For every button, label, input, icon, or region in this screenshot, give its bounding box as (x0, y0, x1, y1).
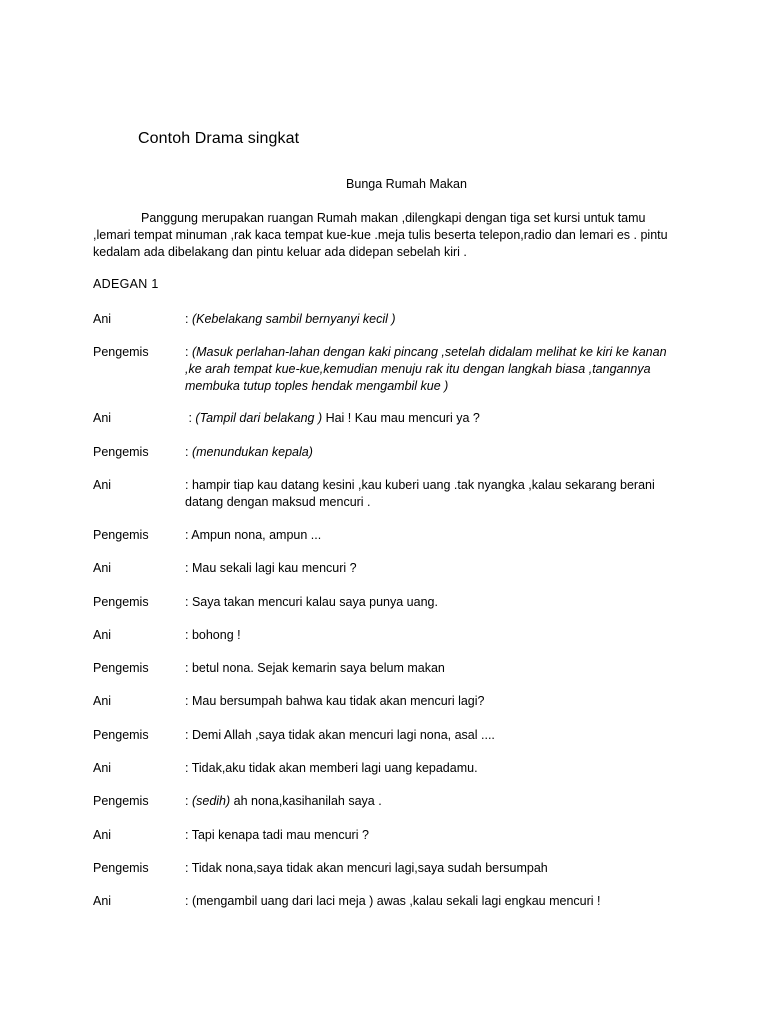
dialogue-text: Mau sekali lagi kau mencuri ? (191, 561, 357, 575)
speaker-name: Pengemis (93, 445, 149, 459)
speech-text (185, 560, 685, 577)
dialogue-text: Tidak nona,saya tidak akan mencuri lagi,saya sudah bersumpah (191, 861, 548, 875)
speech-text (185, 760, 685, 777)
speech-colon: : (185, 728, 192, 742)
speech-colon: : (185, 694, 192, 708)
speech-colon: : (185, 828, 192, 842)
speaker-name: Ani (93, 628, 112, 642)
speech-text (185, 660, 685, 677)
dialogue-text: betul nona. Sejak kemarin saya belum makan (191, 661, 445, 675)
speaker-name: Ani (93, 894, 112, 908)
speech-text (185, 693, 685, 710)
speaker-name: Ani (93, 312, 112, 326)
dialogue-text: (mengambil uang dari laci meja ) awas ,kalau sekali lagi engkau mencuri ! (191, 894, 601, 908)
speaker-name: Ani (93, 561, 112, 575)
speech-text (185, 793, 685, 810)
scene-heading: ADEGAN 1 (93, 277, 159, 291)
speech-text (185, 410, 685, 427)
speaker-name: Ani (93, 694, 112, 708)
drama-title: Bunga Rumah Makan (346, 177, 467, 191)
speech-colon: : (185, 312, 192, 326)
stage-direction: (sedih) (191, 794, 231, 808)
speech-colon: : (185, 345, 192, 359)
speech-colon: : (185, 595, 192, 609)
speaker-name: Ani (93, 761, 112, 775)
speaker-name: Pengemis (93, 661, 149, 675)
speaker-name: Ani (93, 828, 112, 842)
speech-text (185, 444, 685, 461)
intro-paragraph (93, 210, 683, 261)
speech-text (185, 893, 685, 910)
speaker-name: Ani (93, 478, 112, 492)
document-title: Contoh Drama singkat (138, 130, 300, 147)
speaker-name: Pengemis (93, 794, 149, 808)
dialogue-text: bohong ! (191, 628, 241, 642)
intro-text: Panggung merupakan ruangan Rumah makan ,dilengkapi dengan tiga set kursi untuk tamu ,lemari tempat minuman ,rak kaca tempat kue-kue .meja tulis beserta telepon,radio dan lemari es . pintu kedalam ada dibelakang dan pintu keluar ada didepan sebelah kiri . (93, 211, 668, 259)
speech-text (185, 344, 685, 395)
speaker-name: Pengemis (93, 595, 149, 609)
dialogue-text: Tidak,aku tidak akan memberi lagi uang kepadamu. (191, 761, 478, 775)
stage-direction: (Masuk perlahan-lahan dengan kaki pincang ,setelah didalam melihat ke kiri ke kanan ,ke arah tempat kue-kue,kemudian menuju rak itu dengan langkah biasa ,tangannya membuka tutup toples hendak mengambil kue ) (185, 345, 667, 393)
speech-colon: : (185, 861, 192, 875)
stage-direction: (Kebelakang sambil bernyanyi kecil ) (191, 312, 396, 326)
speech-colon: : (185, 894, 192, 908)
speech-text (185, 594, 685, 611)
speech-colon: : (185, 761, 192, 775)
speaker-name: Ani (93, 411, 112, 425)
speech-colon: : (185, 661, 192, 675)
speaker-name: Pengemis (93, 728, 149, 742)
speech-colon: : (185, 528, 192, 542)
speech-colon: : (185, 411, 196, 425)
dialogue-text: Saya takan mencuri kalau saya punya uang. (191, 595, 438, 609)
speech-text (185, 627, 685, 644)
speech-text (185, 827, 685, 844)
dialogue-text: hampir tiap kau datang kesini ,kau kuberi uang .tak nyangka ,kalau sekarang berani datang dengan maksud mencuri . (185, 478, 655, 509)
dialogue-text: Tapi kenapa tadi mau mencuri ? (191, 828, 369, 842)
stage-direction: (Tampil dari belakang ) (195, 411, 323, 425)
dialogue-text: Demi Allah ,saya tidak akan mencuri lagi nona, asal .... (191, 728, 495, 742)
dialogue-text: Mau bersumpah bahwa kau tidak akan mencuri lagi? (191, 694, 485, 708)
speaker-name: Pengemis (93, 345, 149, 359)
speech-text (185, 527, 685, 544)
speech-colon: : (185, 478, 192, 492)
stage-direction: (menundukan kepala) (191, 445, 313, 459)
speech-text (185, 477, 685, 511)
speaker-name: Pengemis (93, 528, 149, 542)
dialogue-text: Ampun nona, ampun ... (191, 528, 322, 542)
speaker-name: Pengemis (93, 861, 149, 875)
speech-text (185, 860, 685, 877)
speech-colon: : (185, 794, 192, 808)
speech-text (185, 727, 685, 744)
speech-text (185, 311, 685, 328)
speech-colon: : (185, 628, 192, 642)
speech-colon: : (185, 561, 192, 575)
dialogue-text: ah nona,kasihanilah saya . (230, 794, 382, 808)
speech-colon: : (185, 445, 192, 459)
dialogue-text: Hai ! Kau mau mencuri ya ? (322, 411, 480, 425)
